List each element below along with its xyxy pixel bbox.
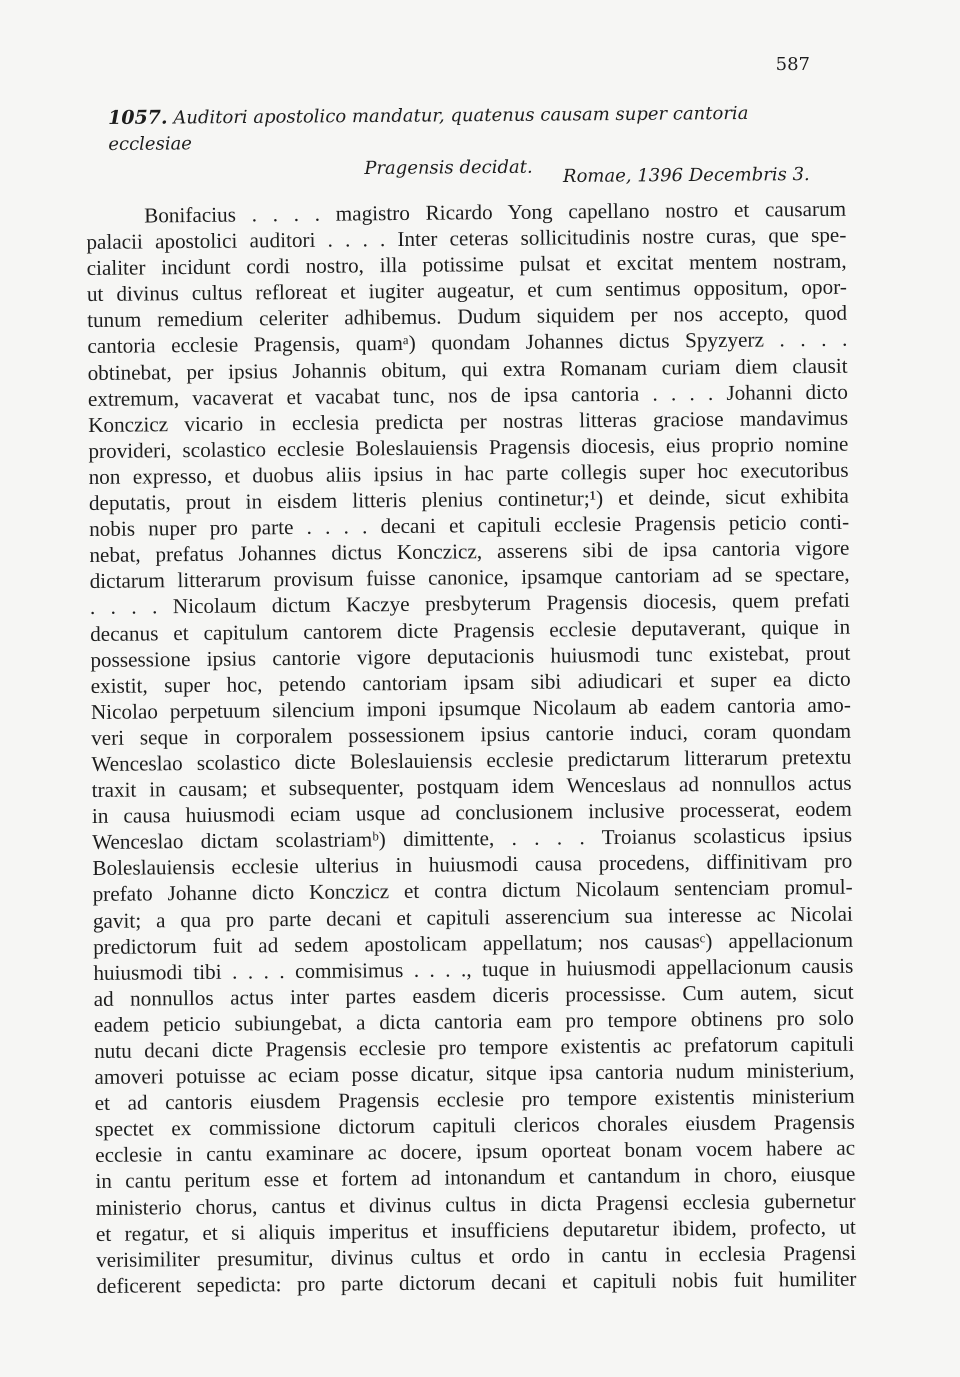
text-line: provideri, scolastico ecclesie Boleslauiensis Pragensis diocesis, eius proprio nomine [88,431,849,463]
text-line: ad nonnullos actus inter partes easdem diceris processisse. Cum autem, sicut [93,979,854,1011]
text-line: Boleslauiensis ecclesie ulterius in huiusmodi causa procedens, diffinitivam pro [92,849,853,881]
text-line: spectet ex commissione dictorum capituli clericos chorales eiusdem Pragensis [94,1109,855,1142]
text-line: predictorum fuit ad sedem apostolicam appellatum; nos causasᶜ) appellacionum [93,927,854,959]
text-line: nutu decani dicte Pragensis ecclesie pro tempore existentis ac prefatorum capituli [94,1031,855,1063]
text-line: decanus et capitulum cantorem dicte Pragensis ecclesie deputaverant, quique in [90,614,851,646]
text-line: Bonifacius . . . . magistro Ricardo Yong capellano nostro et causarum [144,196,847,228]
entry-number: 1057. [108,106,168,129]
text-line: et ad cantoris eiusdem Pragensis ecclesie pro tempore existentis ministerium [94,1083,855,1116]
text-line: Nicolao perpetuum silencium imponi ipsumque Nicolaum ab eadem cantoria amo- [90,692,851,724]
text-line: deputatis, prout in eisdem litteris plenius continetur;¹) et deinde, sicut exhibita [88,483,849,516]
text-line: palacii apostolici auditori . . . . Inter ceteras sollicitudinis nostre curas, que spe- [86,222,847,255]
text-line: extremum, vacaverat et vacabat tunc, nos de ipsa cantoria . . . . Johanni dicto [87,379,848,411]
body-text [86,196,856,1299]
text-line: traxit in causam; et subsequenter, postquam idem Wenceslaus ad nonnullos actus [91,770,852,803]
text-line: obtinebat, per ipsius Johannis obitum, qui extra Romanam curiam diem clausit [87,353,848,385]
text-line: huiusmodi tibi . . . . commisimus . . . ., tuque in huiusmodi appellacionum causis [93,953,854,985]
text-line: tunum remedium celeriter adhibemus. Dudum siquidem per nos accepto, quod [87,301,848,333]
text-line: gavit; a qua pro parte decani et capituli asserencium sua interesse ac Nicolai [92,901,853,933]
page-number: 587 [775,54,810,75]
text-line: dictarum litterarum provisum fuisse canonice, ipsamque cantoriam ad se spectare, [89,562,850,594]
text-line: . . . . Nicolaum dictum Kaczye presbyterum Pragensis diocesis, quem prefati [89,588,850,620]
text-line: existit, super hoc, petendo cantoriam ipsam sibi adiudicari et super ea dicto [90,666,851,698]
text-line: ministerio chorus, cantus et divinus cultus in dicta Pragensi ecclesia gubernetur [95,1188,856,1220]
text-line: amoveri potuisse ac eciam posse dicatur, sitque ipsa cantoria nudum ministerium, [94,1057,855,1090]
text-line: veri seque in corporalem possessionem ipsius cantorie induci, coram quondam [91,718,852,750]
text-line: in causa huiusmodi eciam usque ad conclusionem inclusive processerat, eodem [91,796,852,829]
text-line: in cantu peritum esse et fortem ad intonandum et cantandum in choro, eiusque [95,1162,856,1194]
text-line: prefato Johanne dicto Konczicz et contra dictum Nicolaum sentenciam promul- [92,875,853,907]
text-line: Konczicz vicario in ecclesia predicta per nostras litteras graciose mandavimus [88,405,849,437]
text-line: possessione ipsius cantorie vigore deputacionis huiusmodi tunc existebat, prout [90,640,851,672]
text-line: ecclesie in cantu examinare ac docere, ipsum oporteat bonam vocem habere ac [95,1136,856,1168]
text-line: verisimiliter presumitur, divinus cultus et ordo in cantu in ecclesia Pragensi [96,1240,857,1272]
text-line: Wenceslao dictam scolastriamᵇ) dimittente, . . . . Troianus scolasticus ipsius [92,822,853,855]
dateline: Romae, 1396 Decembris 3. [563,164,811,187]
text-line: cialiter incidunt cordi nostro, illa potissime pulsat et excitat mentem nostram, [86,248,847,281]
text-line: deficerent sepedicta: pro parte dictorum decani et capituli nobis fuit humiliter [96,1266,857,1298]
entry-title: Auditori apostolico mandatur, quatenus causam super cantoria ecclesiae [108,102,749,155]
text-line: et regatur, et si aliquis imperitus et insufficiens deputaretur ibidem, profecto, ut [95,1214,856,1246]
text-line: Wenceslao scolastico dicte Boleslauiensis ecclesie predictarum litterarum pretextu [91,744,852,776]
text-line: non expresso, et duobus aliis ipsius in hac parte collegis super hoc executoribus [88,457,849,489]
entry-title-continued: Pragensis decidat. [364,156,533,179]
text-line: eadem peticio subiungebat, a dicta cantoria eam pro tempore obtinens pro solo [93,1005,854,1037]
text-line: nebat, prefatus Johannes dictus Konczicz, asserens sibi de ipsa cantoria vigore [89,535,850,568]
text-line: ut divinus cultus refloreat et iugiter augeatur, et cum sentimus oppositum, opor- [86,274,847,307]
text-line: cantoria ecclesie Pragensis, quamᵃ) quondam Johannes dictus Spyzyerz . . . . [87,327,848,359]
text-line: nobis nuper pro parte . . . . decani et capituli ecclesie Pragensis peticio conti- [89,509,850,542]
